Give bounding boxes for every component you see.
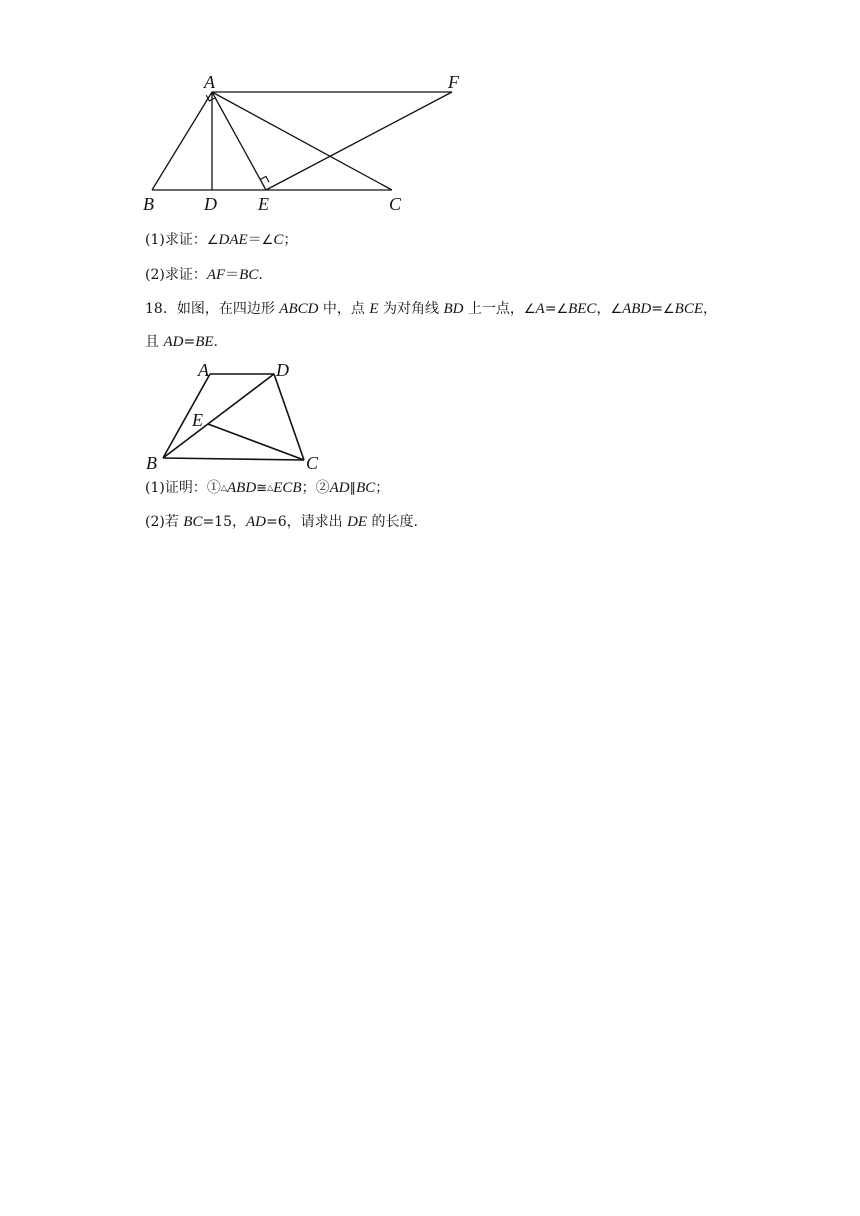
q18-text: ， [596,301,611,317]
label-d: D [276,360,289,380]
q18-var: BCE [674,301,704,317]
q17-part2-end: . [258,267,263,283]
q18-part1 [145,478,389,499]
congruent-symbol: ≅ [256,481,268,496]
label-e: E [258,194,269,214]
segment-ec [208,424,304,460]
q18-text: 中，点 [318,301,370,317]
segment-bc [163,458,304,460]
figure-quadrilateral-abcd-svg [140,356,330,476]
q17-part2-term1: AF [206,267,226,283]
q18-var: AD [246,514,266,530]
q18-var: A [535,301,545,317]
q18-text: =15， [202,514,246,530]
q18-text: (2)若 [145,514,184,530]
q18-var: AD [163,334,184,350]
q18-var: DE [347,514,368,530]
q18-text: 如图，在四边形 [176,301,280,317]
q18-var: ABD [622,301,652,317]
parallel-symbol: ∥ [349,481,357,496]
circled-number-1: ① [206,480,221,496]
q18-var: BC [356,480,376,496]
q18-part1-prefix: (1)证明： [145,480,207,496]
segment-bd [163,374,274,458]
q17-part1-term1: DAE [218,232,248,248]
q17-part2-prefix: (2)求证： [145,267,207,283]
equals-sign: = [544,301,557,317]
label-e: E [192,410,203,430]
q17-part1-term2: C [273,232,284,248]
q18-text: ， [703,301,718,317]
equals-sign: = [183,334,196,350]
figure-triangle-abc [130,68,490,218]
q17-part2 [145,265,263,285]
q18-var: BE [195,334,214,350]
triangle-symbol: △ [220,483,227,492]
angle-symbol: ∠ [261,233,274,248]
figure-triangle-abc-svg [130,68,490,218]
q18-var: ABCD [279,301,319,317]
separator: ； [375,480,390,496]
q18-var: AD [329,480,350,496]
separator: ； [301,480,316,496]
q18-text: 为对角线 [378,301,444,317]
q17-part1 [145,230,297,251]
equals-sign: = [651,301,664,317]
segment-ab [152,92,212,190]
label-a: A [204,72,215,92]
label-d: D [204,194,217,214]
label-b: B [143,194,154,214]
equals-sign: ＝ [225,267,240,283]
q18-text: . [213,334,218,350]
angle-symbol: ∠ [556,302,569,317]
q18-statement-line2 [145,332,218,352]
segment-dc [274,374,304,460]
label-f: F [448,72,459,92]
q17-part2-term2: BC [239,267,259,283]
q18-var: BEC [568,301,597,317]
equals-sign: ＝ [247,232,262,248]
q18-var: BD [443,301,464,317]
label-b: B [146,453,157,473]
q18-part2 [145,512,418,532]
circled-number-2: ② [315,480,330,496]
q18-number: 18． [145,301,177,317]
q18-var: E [369,301,379,317]
q17-part1-prefix: (1)求证： [145,232,207,248]
angle-symbol: ∠ [610,302,623,317]
q18-text: =6，请求出 [266,514,348,530]
angle-symbol: ∠ [523,302,536,317]
q18-var: ECB [273,480,302,496]
q18-var: BC [183,514,203,530]
q17-part1-end: ； [283,232,298,248]
label-c: C [389,194,402,214]
triangle-symbol: △ [267,483,274,492]
q18-text: 上一点， [463,301,524,317]
q18-text: 的长度. [367,514,418,530]
q18-text: 且 [145,334,164,350]
q18-var: ABD [227,480,257,496]
q18-statement-line1 [145,299,717,320]
figure-quadrilateral-abcd [140,356,330,476]
angle-symbol: ∠ [663,302,675,317]
angle-symbol: ∠ [206,233,219,248]
label-a: A [198,360,209,380]
label-c: C [306,453,319,473]
segment-ef [266,92,452,190]
